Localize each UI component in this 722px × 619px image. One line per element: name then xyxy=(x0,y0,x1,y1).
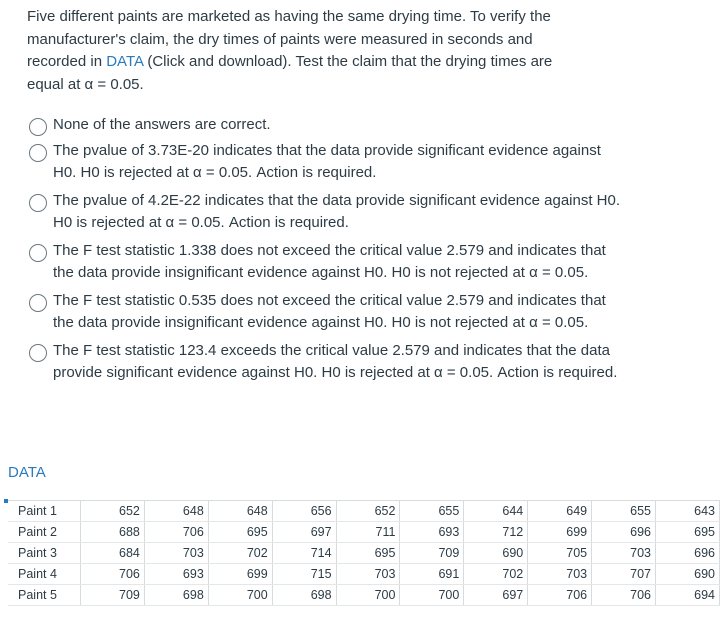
table-cell: 711 xyxy=(336,522,400,543)
table-cell: 696 xyxy=(656,543,720,564)
table-cell: 705 xyxy=(528,543,592,564)
question-rest: (Click and download). Test the claim that the drying times are equal at α = 0.05. xyxy=(27,53,553,93)
table-cell: 702 xyxy=(208,543,272,564)
table-cell: 700 xyxy=(400,585,464,606)
table-cell: 703 xyxy=(336,564,400,585)
table-cell: 700 xyxy=(208,585,272,606)
answer-option[interactable] xyxy=(28,140,628,185)
row-label: Paint 2 xyxy=(8,522,81,543)
table-cell: 693 xyxy=(400,522,464,543)
answer-option[interactable] xyxy=(28,290,628,335)
answer-option[interactable] xyxy=(28,240,628,285)
table-cell: 703 xyxy=(528,564,592,585)
table-cell: 696 xyxy=(592,522,656,543)
answer-option-label: The pvalue of 3.73E-20 indicates that the data provide significant evidence against H0. H0 is rejected at α = 0.05. Action is required. xyxy=(53,141,601,181)
answer-option[interactable] xyxy=(28,340,628,385)
table-cell: 698 xyxy=(272,585,336,606)
table-cell: 649 xyxy=(528,501,592,522)
radio-button[interactable] xyxy=(29,118,47,136)
radio-button[interactable] xyxy=(29,244,47,262)
table-cell: 706 xyxy=(144,522,208,543)
table-cell: 655 xyxy=(592,501,656,522)
data-table xyxy=(8,500,720,606)
data-link[interactable]: DATA xyxy=(106,53,144,70)
table-cell: 703 xyxy=(592,543,656,564)
answer-options xyxy=(28,114,628,385)
data-heading: DATA xyxy=(8,464,46,481)
table-cell: 697 xyxy=(272,522,336,543)
row-label: Paint 4 xyxy=(8,564,81,585)
table-cell: 709 xyxy=(400,543,464,564)
table-row xyxy=(8,564,720,585)
table-cell: 690 xyxy=(464,543,528,564)
radio-button[interactable] xyxy=(29,294,47,312)
table-cell: 702 xyxy=(464,564,528,585)
table-row xyxy=(8,501,720,522)
table-cell: 693 xyxy=(144,564,208,585)
table-cell: 688 xyxy=(81,522,145,543)
row-label: Paint 1 xyxy=(8,501,81,522)
table-cell: 697 xyxy=(464,585,528,606)
table-cell: 690 xyxy=(656,564,720,585)
table-cell: 714 xyxy=(272,543,336,564)
answer-option-label: None of the answers are correct. xyxy=(53,116,271,133)
radio-button[interactable] xyxy=(29,194,47,212)
table-cell: 691 xyxy=(400,564,464,585)
table-cell: 709 xyxy=(81,585,145,606)
table-cell: 648 xyxy=(208,501,272,522)
answer-option-label: The F test statistic 123.4 exceeds the critical value 2.579 and indicates that the data provide significant evidence against H0. H0 is rejected at α = 0.05. Action is required. xyxy=(53,341,618,381)
table-cell: 684 xyxy=(81,543,145,564)
row-label: Paint 3 xyxy=(8,543,81,564)
row-label: Paint 5 xyxy=(8,585,81,606)
table-row xyxy=(8,522,720,543)
answer-option[interactable] xyxy=(28,114,628,137)
table-row xyxy=(8,585,720,606)
radio-button[interactable] xyxy=(29,144,47,162)
table-cell: 699 xyxy=(528,522,592,543)
answer-option-label: The F test statistic 1.338 does not exceed the critical value 2.579 and indicates that the data provide insignificant evidence against H0. H0 is not rejected at α = 0.05. xyxy=(53,241,606,281)
question-intro: Five different paints are marketed as having the same drying time. To verify the manufacturer's claim, the dry times of paints were measured in seconds and recorded in xyxy=(27,8,551,70)
table-row xyxy=(8,543,720,564)
answer-option-label: The pvalue of 4.2E-22 indicates that the data provide significant evidence against H0. H0 is rejected at α = 0.05. Action is required. xyxy=(53,191,621,231)
question-text xyxy=(27,6,587,96)
table-cell: 703 xyxy=(144,543,208,564)
table-cell: 699 xyxy=(208,564,272,585)
table-cell: 695 xyxy=(656,522,720,543)
table-cell: 655 xyxy=(400,501,464,522)
table-cell: 695 xyxy=(336,543,400,564)
table-cell: 643 xyxy=(656,501,720,522)
table-cell: 644 xyxy=(464,501,528,522)
table-cell: 652 xyxy=(336,501,400,522)
table-cell: 706 xyxy=(528,585,592,606)
table-cell: 656 xyxy=(272,501,336,522)
table-cell: 707 xyxy=(592,564,656,585)
answer-option-label: The F test statistic 0.535 does not exceed the critical value 2.579 and indicates that the data provide insignificant evidence against H0. H0 is not rejected at α = 0.05. xyxy=(53,291,606,331)
radio-button[interactable] xyxy=(29,344,47,362)
table-cell: 648 xyxy=(144,501,208,522)
table-cell: 706 xyxy=(592,585,656,606)
table-cell: 712 xyxy=(464,522,528,543)
table-cell: 695 xyxy=(208,522,272,543)
table-cell: 700 xyxy=(336,585,400,606)
table-cell: 698 xyxy=(144,585,208,606)
table-cell: 706 xyxy=(81,564,145,585)
answer-option[interactable] xyxy=(28,190,628,235)
table-cell: 694 xyxy=(656,585,720,606)
table-cell: 652 xyxy=(81,501,145,522)
table-cell: 715 xyxy=(272,564,336,585)
